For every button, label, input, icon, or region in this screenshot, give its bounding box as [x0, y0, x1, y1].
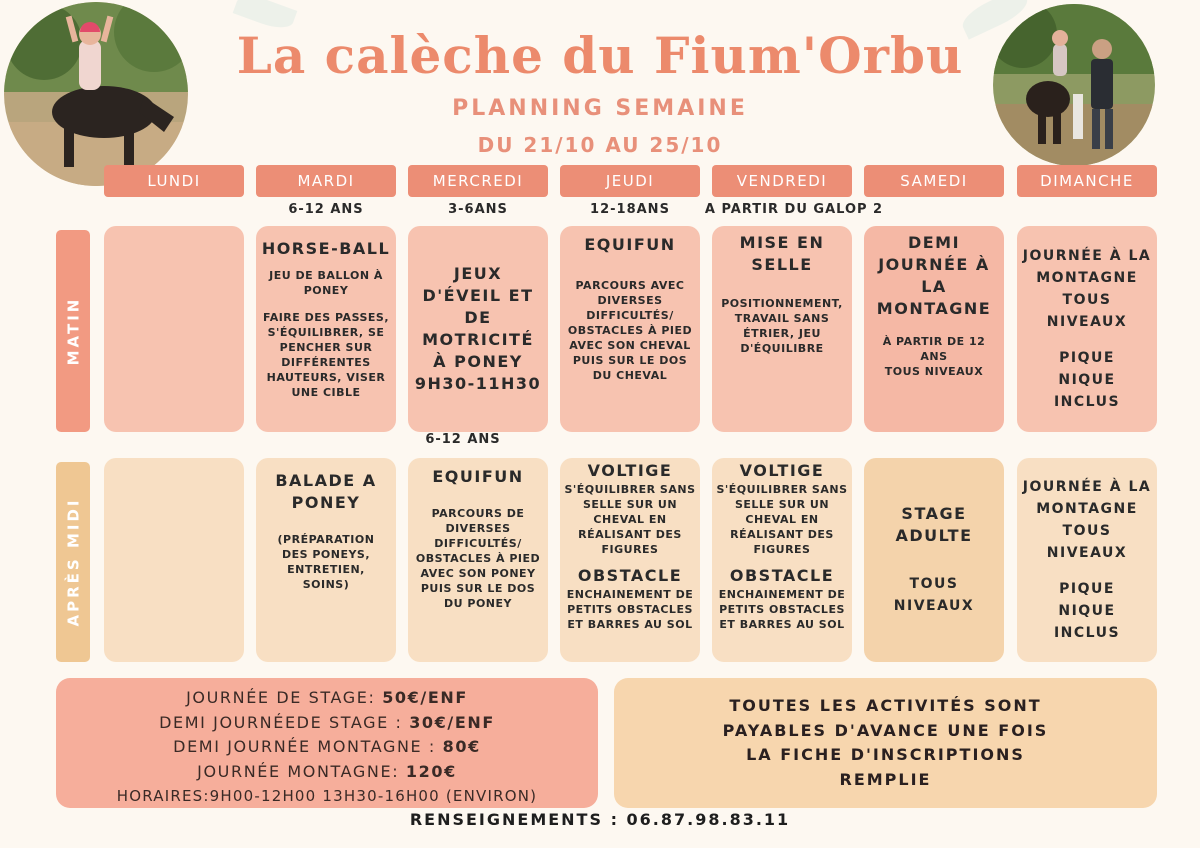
activity-description: PARCOURS AVEC DIVERSES DIFFICULTÉS/ OBSTACLES À PIED AVEC SON CHEVAL PUIS SUR LE DOS DU CHEVAL	[567, 279, 693, 382]
activity-description: TOUS NIVEAUX	[884, 365, 984, 378]
age-label-mardi: 6-12 ANS	[288, 202, 364, 217]
cell-morning-lundi	[104, 226, 244, 432]
age-label-jeudi: 12-18ANS	[590, 202, 670, 217]
photo-child-on-pony	[4, 2, 188, 186]
age-label-mercredi-afternoon: 6-12 ANS	[425, 432, 501, 447]
day-header-jeudi: JEUDI	[560, 165, 700, 197]
activity-title: JEUX D'ÉVEIL ET DE MOTRICITÉ À PONEY	[422, 264, 534, 371]
activity-description: S'ÉQUILIBRER SANS SELLE SUR UN CHEVAL EN RÉALISANT DES FIGURES	[564, 483, 696, 556]
cell-afternoon-jeudi	[560, 458, 700, 662]
activity-extra: PIQUE NIQUE INCLUS	[1053, 581, 1121, 641]
activity-title: VOLTIGE	[739, 461, 825, 480]
price-line: DEMI JOURNÉEDE STAGE : 30€/ENF	[159, 712, 495, 732]
activity-title: JOURNÉE À LA MONTAGNE TOUS NIVEAUX	[1022, 479, 1152, 561]
day-header-dimanche: DIMANCHE	[1017, 165, 1157, 197]
payment-note: TOUTES LES ACTIVITÉS SONT PAYABLES D'AVANCE UNE FOIS LA FICHE D'INSCRIPTIONS REMPLIE	[614, 678, 1157, 808]
page-subtitle: PLANNING SEMAINE	[452, 96, 748, 121]
hours-line: HORAIRES:9H00-12H00 13H30-16H00 (ENVIRON)	[116, 787, 538, 805]
activity-title: VOLTIGE	[587, 461, 673, 480]
cell-afternoon-lundi	[104, 458, 244, 662]
activity-description: ENCHAINEMENT DE PETITS OBSTACLES ET BARRES AU SOL	[566, 588, 694, 631]
contact-info: RENSEIGNEMENTS : 06.87.98.83.11	[409, 810, 791, 829]
activity-title: STAGE ADULTE	[895, 504, 973, 545]
cell-afternoon-vendredi	[712, 458, 852, 662]
day-header-samedi: SAMEDI	[864, 165, 1004, 197]
activity-title: OBSTACLE	[729, 566, 835, 585]
cell-morning-mercredi	[408, 226, 548, 432]
activity-extra: PIQUE NIQUE INCLUS	[1053, 350, 1121, 410]
activity-title: HORSE-BALL	[261, 239, 391, 258]
row-label-morning: MATIN	[56, 230, 90, 432]
cell-morning-dimanche	[1017, 226, 1157, 432]
age-label-mercredi: 3-6ANS	[448, 202, 508, 217]
activity-description: ENCHAINEMENT DE PETITS OBSTACLES ET BARRES AU SOL	[718, 588, 846, 631]
price-line: DEMI JOURNÉE MONTAGNE : 80€	[173, 737, 481, 756]
row-label-afternoon: APRÈS MIDI	[56, 462, 90, 662]
activity-title: OBSTACLE	[577, 566, 683, 585]
cell-morning-vendredi	[712, 226, 852, 432]
activity-description: POSITIONNEMENT, TRAVAIL SANS ÉTRIER, JEU D'ÉQUILIBRE	[721, 297, 843, 355]
activity-title: JOURNÉE À LA MONTAGNE TOUS NIVEAUX	[1022, 248, 1152, 330]
day-header-vendredi: VENDREDI	[712, 165, 852, 197]
cell-afternoon-mercredi	[408, 458, 548, 662]
photo-rider-with-instructor	[993, 4, 1155, 166]
price-line: JOURNÉE MONTAGNE: 120€	[197, 761, 457, 781]
activity-title: MISE EN SELLE	[739, 233, 825, 274]
activity-title: EQUIFUN	[432, 467, 524, 486]
day-header-mardi: MARDI	[256, 165, 396, 197]
cell-afternoon-samedi	[864, 458, 1004, 662]
cell-morning-mardi	[256, 226, 396, 432]
price-line: JOURNÉE DE STAGE: 50€/ENF	[186, 688, 468, 707]
activity-description: À PARTIR DE 12 ANS	[882, 335, 986, 363]
activity-time: 9H30-11H30	[414, 374, 542, 393]
cell-morning-jeudi	[560, 226, 700, 432]
activity-title: EQUIFUN	[584, 235, 676, 254]
day-header-mercredi: MERCREDI	[408, 165, 548, 197]
activity-description: FAIRE DES PASSES, S'ÉQUILIBRER, SE PENCHER SUR DIFFÉRENTES HAUTEURS, VISER UNE CIBLE	[262, 311, 390, 399]
date-range: DU 21/10 AU 25/10	[477, 133, 723, 157]
page-title: La calèche du Fium'Orbu	[236, 26, 964, 85]
activity-description: S'ÉQUILIBRER SANS SELLE SUR UN CHEVAL EN RÉALISANT DES FIGURES	[716, 483, 848, 556]
day-header-lundi: LUNDI	[104, 165, 244, 197]
cell-morning-samedi	[864, 226, 1004, 432]
activity-description: (PRÉPARATION DES PONEYS, ENTRETIEN, SOINS)	[277, 533, 375, 591]
activity-description: JEU DE BALLON À PONEY	[269, 269, 383, 297]
cell-afternoon-mardi	[256, 458, 396, 662]
price-list	[56, 678, 598, 808]
cell-afternoon-dimanche	[1017, 458, 1157, 662]
activity-title: BALADE A PONEY	[275, 471, 377, 512]
activity-description: PARCOURS DE DIVERSES DIFFICULTÉS/ OBSTACLES À PIED AVEC SON PONEY PUIS SUR LE DOS DU PONEY	[415, 507, 541, 610]
activity-title: DEMI JOURNÉE À LA MONTAGNE	[876, 233, 992, 318]
age-label-vendredi: A PARTIR DU GALOP 2	[704, 202, 884, 217]
activity-description: TOUS NIVEAUX	[893, 576, 975, 614]
